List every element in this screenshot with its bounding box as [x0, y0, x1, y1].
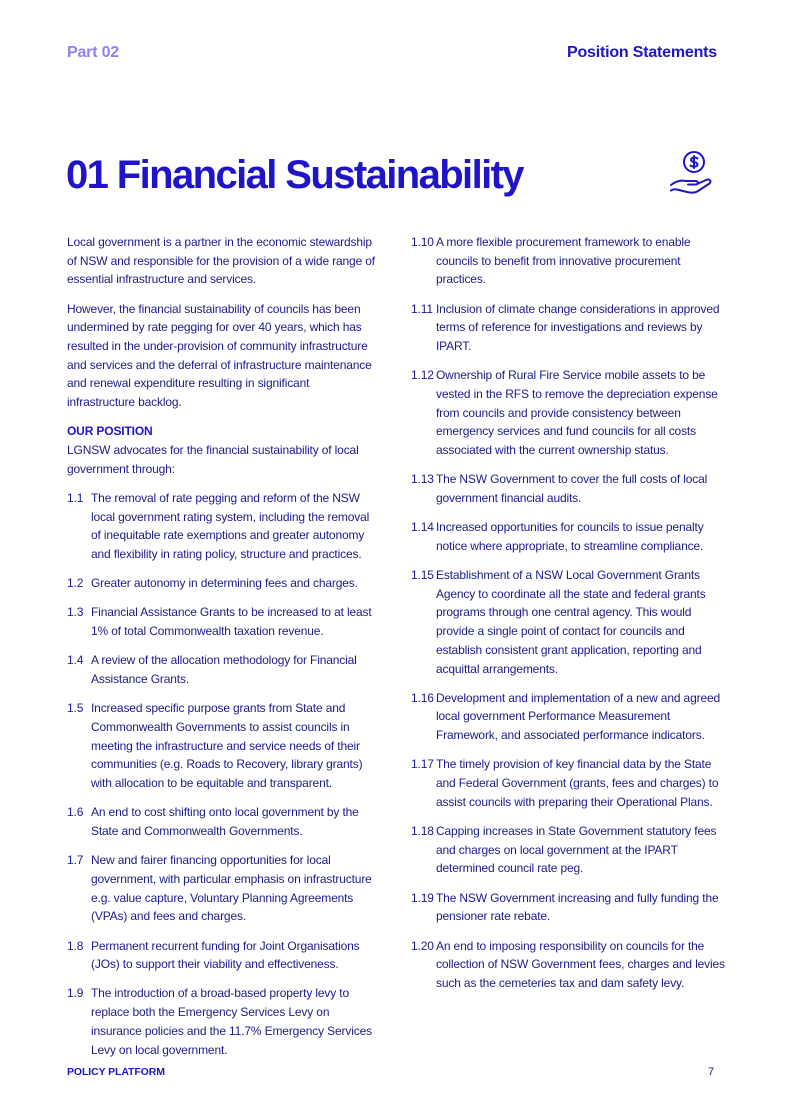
position-item [67, 803, 379, 840]
item-text: The removal of rate pegging and reform of the NSW local government rating system, including the removal of inequitable rate exemptions and greater autonomy and flexibility in rating policy, structure and practices. [91, 490, 370, 562]
position-item [67, 984, 379, 1059]
part-label: Part 02 [67, 44, 119, 61]
item-text: An end to imposing responsibility on councils for the collection of NSW Government fees, charges and levies such as the cemeteries tax and dam safety levy. [436, 938, 725, 990]
item-text: Establishment of a NSW Local Government Grants Agency to coordinate all the state and federal grants programs through one central agency. This would provide a single point of contact for councils and establish consistent grant application, reporting and acquittal arrangements. [436, 568, 706, 676]
item-number: 1.11 [411, 301, 433, 316]
right-column [411, 233, 726, 1003]
position-item [67, 489, 379, 564]
item-text: The NSW Government increasing and fully funding the pensioner rate rebate. [436, 890, 719, 924]
position-item [411, 689, 726, 745]
item-number: 1.20 [411, 938, 434, 953]
item-number: 1.12 [411, 368, 434, 383]
item-text: A more flexible procurement framework to enable councils to benefit from innovative procurement practices. [436, 235, 691, 287]
item-number: 1.5 [67, 701, 84, 716]
item-text: New and fairer financing opportunities for local government, with particular emphasis on infrastructure e.g. value capture, Voluntary Planning Agreements (VPAs) and fees and charges. [91, 853, 372, 924]
page-number: 7 [708, 1066, 715, 1078]
position-item [67, 699, 379, 793]
item-number: 1.10 [411, 235, 434, 249]
hand-holding-dollar-icon [667, 150, 721, 196]
item-text: Permanent recurrent funding for Joint Organisations (JOs) to support their viability and effectiveness. [91, 938, 360, 972]
item-text: Ownership of Rural Fire Service mobile assets to be vested in the RFS to remove the depreciation expense from councils and provide consistency between emergency services and fund councils for all costs associated with the current ownership status. [436, 368, 718, 458]
our-position-lead: LGNSW advocates for the financial sustainability of local government through: [67, 443, 359, 476]
item-number: 1.1 [67, 490, 84, 505]
item-number: 1.18 [411, 823, 434, 838]
position-item [411, 889, 726, 926]
item-text: A review of the allocation methodology for Financial Assistance Grants. [91, 653, 357, 687]
item-text: Greater autonomy in determining fees and charges. [91, 576, 358, 591]
item-text: Increased opportunities for councils to issue penalty notice where appropriate, to streamline compliance. [436, 520, 704, 553]
page-title: 01 Financial Sustainability [66, 153, 523, 197]
position-item [411, 566, 726, 678]
position-item [67, 574, 379, 593]
our-position-heading: OUR POSITION [67, 424, 153, 439]
item-text: Capping increases in State Government statutory fees and charges on local government at the IPART determined council rate peg. [436, 823, 717, 876]
item-text: The NSW Government to cover the full costs of local government financial audits. [436, 472, 708, 505]
position-item [67, 603, 379, 640]
position-item [411, 233, 726, 289]
item-number: 1.19 [411, 890, 434, 905]
position-item [67, 651, 379, 688]
item-number: 1.14 [411, 520, 434, 535]
item-number: 1.17 [411, 757, 434, 772]
position-item [67, 851, 379, 926]
item-number: 1.13 [411, 472, 434, 487]
item-text: The timely provision of key financial data by the State and Federal Government (grants, fees and charges) to assist councils with preparing their Operational Plans. [436, 757, 719, 809]
item-text: An end to cost shifting onto local government by the State and Commonwealth Governments. [91, 805, 359, 838]
item-number: 1.15 [411, 568, 434, 583]
item-text: The introduction of a broad-based property levy to replace both the Emergency Services Levy on insurance policies and the 11.7% Emergency Services Levy on local government. [91, 986, 372, 1057]
item-number: 1.8 [67, 938, 84, 953]
position-item [411, 822, 726, 878]
item-number: 1.3 [67, 605, 84, 620]
intro-paragraph: Local government is a partner in the economic stewardship of NSW and responsible for the provision of a wide range of essential infrastructure and services. [67, 235, 375, 287]
position-item [67, 937, 379, 974]
position-item [411, 366, 726, 460]
item-number: 1.7 [67, 853, 84, 868]
position-item [411, 937, 726, 993]
position-item [411, 755, 726, 811]
position-item [411, 518, 726, 555]
position-item [411, 300, 726, 356]
item-text: Development and implementation of a new and agreed local government Performance Measurement Framework, and associated performance indicators. [436, 690, 721, 743]
footer-label: POLICY PLATFORM [67, 1066, 165, 1078]
item-text: Increased specific purpose grants from State and Commonwealth Governments to assist councils in meeting the infrastructure and service needs of their communities (e.g. Roads to Recovery, library grants) with allocation to be equitable and transparent. [91, 701, 363, 791]
intro-paragraph: However, the financial sustainability of councils has been undermined by rate pegging for over 40 years, which has resulted in the under-provision of community infrastructure and services and the deferral of infrastructure maintenance and renewal expenditure resulting in significant infrastructure backlog. [67, 301, 372, 410]
position-item [411, 470, 726, 507]
section-label: Position Statements [566, 44, 717, 61]
item-number: 1.6 [67, 805, 84, 820]
item-text: Inclusion of climate change considerations in approved terms of reference for investigations and reviews by IPART. [436, 301, 720, 354]
item-number: 1.16 [411, 690, 434, 705]
item-number: 1.4 [67, 653, 84, 668]
left-column [67, 233, 379, 1070]
item-number: 1.2 [67, 576, 84, 591]
item-text: Financial Assistance Grants to be increased to at least 1% of total Commonwealth taxation revenue. [91, 605, 372, 639]
item-number: 1.9 [67, 986, 84, 1001]
